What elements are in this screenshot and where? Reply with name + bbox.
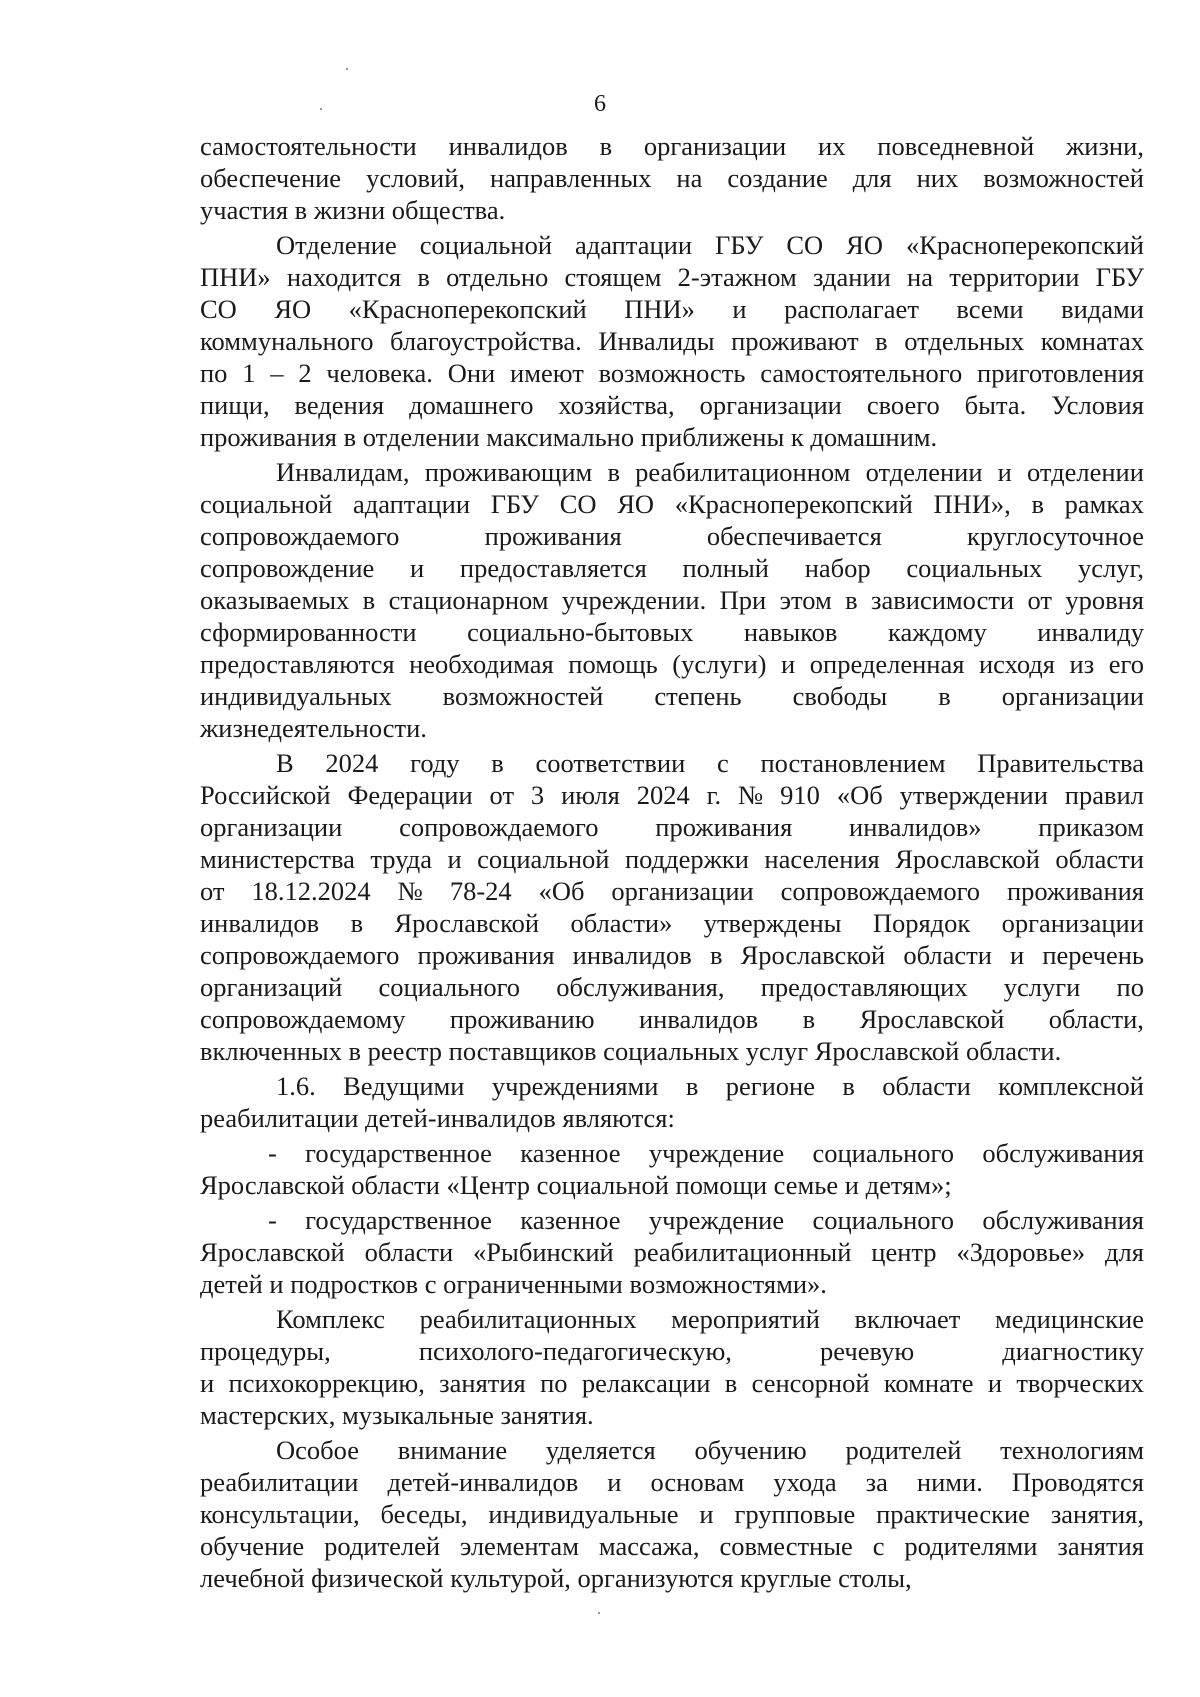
text-line: самостоятельности инвалидов в организации их повседневной жизни, [200, 131, 1144, 161]
paragraph [200, 1204, 1144, 1300]
text-line: реабилитации детей-инвалидов являются: [200, 1103, 675, 1133]
paragraph [200, 130, 1144, 226]
text-line: Ярославской области «Рыбинский реабилитационный центр «Здоровье» для [200, 1237, 1144, 1267]
text-line: от 18.12.2024 № 78-24 «Об организации сопровождаемого проживания [200, 876, 1144, 906]
text-line: сопровождаемого проживания обеспечивается круглосуточное [200, 521, 1144, 551]
text-line: проживания в отделении максимально приближены к домашним. [200, 422, 938, 452]
text-line: В 2024 году в соответствии с постановлением Правительства [276, 748, 1144, 778]
text-line: Инвалидам, проживающим в реабилитационном отделении и отделении [276, 457, 1144, 487]
text-line: лечебной физической культурой, организуются круглые столы, [200, 1563, 912, 1593]
scan-speck [346, 68, 348, 70]
text-line: предоставляются необходимая помощь (услуги) и определенная исходя из его [200, 649, 1144, 679]
text-line: сформированности социально-бытовых навыков каждому инвалиду [200, 617, 1144, 647]
text-line: реабилитации детей-инвалидов и основам ухода за ними. Проводятся [200, 1467, 1144, 1497]
text-line: Комплекс реабилитационных мероприятий включает медицинские [276, 1304, 1144, 1334]
paragraph [200, 229, 1144, 453]
text-line: жизнедеятельности. [200, 713, 427, 743]
text-line: - государственное казенное учреждение социального обслуживания [268, 1138, 1144, 1168]
text-line: - государственное казенное учреждение социального обслуживания [268, 1205, 1144, 1235]
text-line: Российской Федерации от 3 июля 2024 г. № 910 «Об утверждении правил [200, 780, 1144, 810]
scan-speck [598, 1612, 600, 1614]
text-line: организации сопровождаемого проживания инвалидов» приказом [200, 812, 1144, 842]
text-line: сопровождаемому проживанию инвалидов в Ярославской области, [200, 1004, 1144, 1034]
text-line: участия в жизни общества. [200, 195, 506, 225]
text-line: сопровождение и предоставляется полный набор социальных услуг, [200, 553, 1144, 583]
text-line: министерства труда и социальной поддержки населения Ярославской области [200, 844, 1144, 874]
text-line: оказываемых в стационарном учреждении. При этом в зависимости от уровня [200, 585, 1144, 615]
page-number: 6 [594, 91, 606, 117]
paragraph [200, 1303, 1144, 1431]
text-line: обучение родителей элементам массажа, совместные с родителями занятия [200, 1531, 1144, 1561]
text-line: ПНИ» находится в отдельно стоящем 2-этажном здании на территории ГБУ [200, 262, 1144, 292]
text-line: обеспечение условий, направленных на создание для них возможностей [200, 163, 1144, 193]
document-body [200, 130, 1144, 1594]
text-line: консультации, беседы, индивидуальные и групповые практические занятия, [200, 1499, 1144, 1529]
text-line: коммунального благоустройства. Инвалиды проживают в отдельных комнатах [200, 326, 1144, 356]
text-line: 1.6. Ведущими учреждениями в регионе в области комплексной [276, 1071, 1144, 1101]
text-line: Особое внимание уделяется обучению родителей технологиям [276, 1435, 1144, 1465]
paragraph [200, 456, 1144, 744]
paragraph [200, 1137, 1144, 1201]
text-line: и психокоррекцию, занятия по релаксации в сенсорной комнате и творческих [200, 1368, 1144, 1398]
paragraph [200, 1434, 1144, 1594]
text-line: детей и подростков с ограниченными возможностями». [200, 1269, 827, 1299]
text-line: Ярославской области «Центр социальной помощи семье и детям»; [200, 1170, 952, 1200]
paragraph [200, 1070, 1144, 1134]
text-line: мастерских, музыкальные занятия. [200, 1400, 594, 1430]
text-line: пищи, ведения домашнего хозяйства, организации своего быта. Условия [200, 390, 1144, 420]
text-line: по 1 – 2 человека. Они имеют возможность самостоятельного приготовления [200, 358, 1144, 388]
text-line: инвалидов в Ярославской области» утверждены Порядок организации [200, 908, 1144, 938]
text-line: СО ЯО «Красноперекопский ПНИ» и располагает всеми видами [200, 294, 1144, 324]
scan-speck [320, 108, 322, 110]
text-line: социальной адаптации ГБУ СО ЯО «Красноперекопский ПНИ», в рамках [200, 489, 1144, 519]
text-line: индивидуальных возможностей степень свободы в организации [200, 681, 1144, 711]
text-line: процедуры, психолого-педагогическую, речевую диагностику [200, 1336, 1144, 1366]
text-line: сопровождаемого проживания инвалидов в Ярославской области и перечень [200, 940, 1144, 970]
text-line: включенных в реестр поставщиков социальных услуг Ярославской области. [200, 1036, 1062, 1066]
text-line: организаций социального обслуживания, предоставляющих услуги по [200, 972, 1144, 1002]
paragraph [200, 747, 1144, 1067]
text-line: Отделение социальной адаптации ГБУ СО ЯО «Краснoперекопский [276, 230, 1144, 260]
